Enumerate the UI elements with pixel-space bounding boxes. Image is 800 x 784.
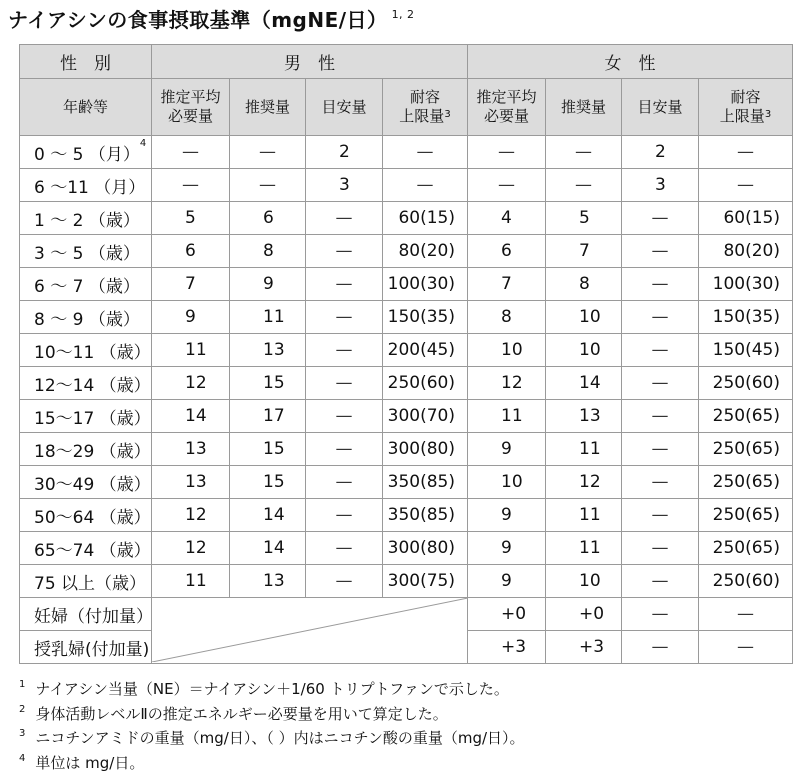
female-value-cell: 5: [546, 202, 622, 235]
male-value-cell: —: [152, 169, 230, 202]
female-value-cell: 150(35): [699, 301, 793, 334]
ul-footnote-mark: 3: [764, 109, 772, 120]
age-label: 75 以上（歳）: [34, 573, 147, 594]
ear-line2: 必要量: [167, 107, 213, 125]
female-value-cell: —: [699, 136, 793, 169]
table-row: [20, 268, 793, 301]
female-value-cell: —: [546, 169, 622, 202]
table-row: [20, 367, 793, 400]
female-value-cell: +3: [468, 631, 546, 664]
male-value-cell: 12: [152, 499, 230, 532]
female-value-cell: —: [699, 598, 793, 631]
title-text: ナイアシンの食事摂取基準（mgNE/日）: [8, 8, 388, 32]
table-row: [20, 136, 793, 169]
header-male-rda: 推奨量: [230, 79, 306, 136]
male-value-cell: —: [306, 268, 383, 301]
age-cell: 授乳婦(付加量): [20, 631, 152, 664]
age-label: 6 〜11 （月）: [34, 177, 146, 198]
niacin-table-container: [19, 44, 792, 664]
male-value-cell: —: [230, 136, 306, 169]
female-value-cell: 9: [468, 532, 546, 565]
male-value-cell: 15: [230, 367, 306, 400]
age-cell: [20, 433, 152, 466]
header-male-ul: [383, 79, 468, 136]
male-value-cell: 11: [152, 334, 230, 367]
female-value-cell: —: [622, 235, 699, 268]
female-value-cell: 250(65): [699, 499, 793, 532]
male-value-cell: 7: [152, 268, 230, 301]
female-value-cell: —: [622, 433, 699, 466]
female-value-cell: —: [468, 169, 546, 202]
female-value-cell: +0: [468, 598, 546, 631]
male-value-cell: 13: [152, 433, 230, 466]
not-applicable-diagonal-cell: [152, 598, 468, 664]
header-sex-label: 性 別: [20, 45, 152, 79]
diagonal-line: [152, 598, 468, 662]
male-value-cell: 200(45): [383, 334, 468, 367]
female-value-cell: 3: [622, 169, 699, 202]
female-value-cell: +3: [546, 631, 622, 664]
table-row: [20, 235, 793, 268]
male-value-cell: 15: [230, 433, 306, 466]
female-value-cell: —: [622, 499, 699, 532]
ear-line1: 推定平均: [476, 88, 537, 106]
female-value-cell: 250(65): [699, 433, 793, 466]
footnote-text: 単位は mg/日。: [35, 753, 145, 772]
male-value-cell: —: [306, 499, 383, 532]
header-male: 男 性: [152, 45, 468, 79]
female-value-cell: +0: [546, 598, 622, 631]
footnotes: [19, 677, 525, 775]
age-label: 0 〜 5 （月）: [34, 144, 140, 165]
female-value-cell: —: [622, 466, 699, 499]
male-value-cell: 14: [230, 499, 306, 532]
age-label: 12〜14 （歳）: [34, 375, 151, 396]
age-label: 18〜29 （歳）: [34, 441, 151, 462]
male-value-cell: 350(85): [383, 499, 468, 532]
male-value-cell: 300(80): [383, 532, 468, 565]
female-value-cell: 10: [468, 334, 546, 367]
male-value-cell: 5: [152, 202, 230, 235]
female-value-cell: —: [622, 400, 699, 433]
male-value-cell: —: [383, 169, 468, 202]
niacin-intake-table: [19, 44, 793, 664]
female-value-cell: 10: [546, 301, 622, 334]
age-cell: [20, 235, 152, 268]
table-row: [20, 301, 793, 334]
age-cell: [20, 532, 152, 565]
male-value-cell: 2: [306, 136, 383, 169]
male-value-cell: 9: [230, 268, 306, 301]
table-row: [20, 466, 793, 499]
male-value-cell: 13: [230, 565, 306, 598]
page-title: [8, 4, 415, 33]
male-value-cell: 14: [230, 532, 306, 565]
male-value-cell: 11: [152, 565, 230, 598]
female-value-cell: 250(60): [699, 367, 793, 400]
female-value-cell: 6: [468, 235, 546, 268]
header-female-ai: 目安量: [622, 79, 699, 136]
female-value-cell: —: [622, 301, 699, 334]
female-value-cell: 9: [468, 565, 546, 598]
footnote-1: [19, 677, 525, 702]
male-value-cell: 13: [152, 466, 230, 499]
male-value-cell: —: [306, 565, 383, 598]
ul-line2: 上限量: [719, 107, 765, 125]
title-footnote-marks: 1, 2: [391, 8, 415, 21]
age-cell: [20, 268, 152, 301]
age-cell: [20, 400, 152, 433]
female-value-cell: 10: [546, 334, 622, 367]
table-row: [20, 565, 793, 598]
age-label: 1 〜 2 （歳）: [34, 210, 140, 231]
male-value-cell: —: [306, 466, 383, 499]
ul-line1: 耐容: [730, 88, 761, 106]
male-value-cell: 3: [306, 169, 383, 202]
male-value-cell: —: [306, 334, 383, 367]
ear-line2: 必要量: [483, 107, 529, 125]
age-cell: [20, 499, 152, 532]
male-value-cell: 300(70): [383, 400, 468, 433]
female-value-cell: —: [622, 367, 699, 400]
age-cell: [20, 565, 152, 598]
header-male-ai: 目安量: [306, 79, 383, 136]
ul-footnote-mark: 3: [444, 109, 451, 120]
header-male-ear: [152, 79, 230, 136]
female-value-cell: —: [622, 631, 699, 664]
female-value-cell: —: [622, 598, 699, 631]
female-value-cell: —: [622, 334, 699, 367]
footnote-3: [19, 726, 525, 751]
female-value-cell: 13: [546, 400, 622, 433]
male-value-cell: 150(35): [383, 301, 468, 334]
female-value-cell: —: [622, 202, 699, 235]
male-value-cell: 60(15): [383, 202, 468, 235]
age-cell: [20, 202, 152, 235]
female-value-cell: —: [622, 268, 699, 301]
female-value-cell: 250(60): [699, 565, 793, 598]
age-cell: [20, 136, 152, 169]
male-value-cell: —: [230, 169, 306, 202]
male-value-cell: —: [306, 532, 383, 565]
footnote-4: [19, 751, 525, 776]
male-value-cell: 6: [230, 202, 306, 235]
header-row-metrics: [20, 79, 793, 136]
male-value-cell: 6: [152, 235, 230, 268]
male-value-cell: —: [306, 367, 383, 400]
ear-line1: 推定平均: [160, 88, 221, 106]
table-row: [20, 202, 793, 235]
female-value-cell: 4: [468, 202, 546, 235]
female-value-cell: —: [546, 136, 622, 169]
male-value-cell: —: [306, 400, 383, 433]
female-value-cell: 12: [468, 367, 546, 400]
header-female-rda: 推奨量: [546, 79, 622, 136]
male-value-cell: 250(60): [383, 367, 468, 400]
footnote-mark: 4: [19, 752, 26, 764]
footnote-mark: 1: [19, 679, 26, 690]
male-value-cell: —: [152, 136, 230, 169]
header-female-ear: [468, 79, 546, 136]
female-value-cell: —: [622, 565, 699, 598]
female-value-cell: 8: [468, 301, 546, 334]
female-value-cell: 10: [546, 565, 622, 598]
female-value-cell: 80(20): [699, 235, 793, 268]
female-value-cell: —: [699, 631, 793, 664]
footnote-mark: 3: [19, 728, 26, 739]
age-label: 3 〜 5 （歳）: [34, 243, 140, 264]
header-age: 年齢等: [20, 79, 152, 136]
female-value-cell: 14: [546, 367, 622, 400]
male-value-cell: 100(30): [383, 268, 468, 301]
male-value-cell: —: [383, 136, 468, 169]
male-value-cell: —: [306, 202, 383, 235]
age-footnote-mark: 4: [139, 137, 147, 149]
footnote-text: ナイアシン当量（NE）＝ナイアシン＋1/60 トリプトファンで示した。: [35, 680, 509, 698]
age-label: 6 〜 7 （歳）: [34, 276, 140, 297]
footnote-text: 身体活動レベルⅡの推定エネルギー必要量を用いて算定した。: [35, 704, 448, 723]
header-female: 女 性: [468, 45, 793, 79]
table-row: [20, 334, 793, 367]
ul-line1: 耐容: [409, 88, 440, 106]
female-value-cell: 9: [468, 433, 546, 466]
female-value-cell: —: [468, 136, 546, 169]
male-value-cell: —: [306, 235, 383, 268]
male-value-cell: 11: [230, 301, 306, 334]
male-value-cell: 300(80): [383, 433, 468, 466]
age-cell: [20, 301, 152, 334]
header-row-sex: [20, 45, 793, 79]
female-value-cell: 250(65): [699, 400, 793, 433]
male-value-cell: 12: [152, 532, 230, 565]
age-cell: [20, 466, 152, 499]
table-row: [20, 169, 793, 202]
male-value-cell: 15: [230, 466, 306, 499]
table-body: [20, 136, 793, 664]
age-label: 65〜74 （歳）: [34, 540, 151, 561]
age-label: 50〜64 （歳）: [34, 507, 151, 528]
age-cell: [20, 334, 152, 367]
male-value-cell: 350(85): [383, 466, 468, 499]
male-value-cell: 8: [230, 235, 306, 268]
female-value-cell: 250(65): [699, 532, 793, 565]
female-value-cell: 7: [546, 235, 622, 268]
male-value-cell: 13: [230, 334, 306, 367]
table-row: [20, 400, 793, 433]
female-value-cell: 250(65): [699, 466, 793, 499]
female-value-cell: 150(45): [699, 334, 793, 367]
male-value-cell: 80(20): [383, 235, 468, 268]
footnote-text: ニコチンアミドの重量（mg/日）、（ ）内はニコチン酸の重量（mg/日）。: [35, 729, 525, 747]
age-label: 10〜11 （歳）: [34, 342, 151, 363]
age-label: 8 〜 9 （歳）: [34, 309, 140, 330]
male-value-cell: 12: [152, 367, 230, 400]
female-value-cell: 8: [546, 268, 622, 301]
male-value-cell: 14: [152, 400, 230, 433]
age-cell: 妊婦（付加量）: [20, 598, 152, 631]
table-row: [20, 532, 793, 565]
female-value-cell: 2: [622, 136, 699, 169]
age-cell: [20, 169, 152, 202]
footnote-mark: 2: [19, 703, 26, 715]
male-value-cell: 9: [152, 301, 230, 334]
age-label: 15〜17 （歳）: [34, 408, 151, 429]
footnote-2: [19, 702, 525, 727]
header-female-ul: [699, 79, 793, 136]
male-value-cell: —: [306, 433, 383, 466]
female-value-cell: 9: [468, 499, 546, 532]
age-label: 30〜49 （歳）: [34, 474, 151, 495]
female-value-cell: 7: [468, 268, 546, 301]
table-row: [20, 598, 793, 631]
male-value-cell: 17: [230, 400, 306, 433]
age-cell: [20, 367, 152, 400]
table-row: [20, 499, 793, 532]
female-value-cell: —: [622, 532, 699, 565]
female-value-cell: 60(15): [699, 202, 793, 235]
female-value-cell: 11: [546, 433, 622, 466]
female-value-cell: —: [699, 169, 793, 202]
ul-line2: 上限量: [399, 107, 445, 125]
male-value-cell: 300(75): [383, 565, 468, 598]
female-value-cell: 11: [468, 400, 546, 433]
female-value-cell: 10: [468, 466, 546, 499]
female-value-cell: 11: [546, 499, 622, 532]
female-value-cell: 11: [546, 532, 622, 565]
female-value-cell: 100(30): [699, 268, 793, 301]
female-value-cell: 12: [546, 466, 622, 499]
table-row: [20, 433, 793, 466]
male-value-cell: —: [306, 301, 383, 334]
